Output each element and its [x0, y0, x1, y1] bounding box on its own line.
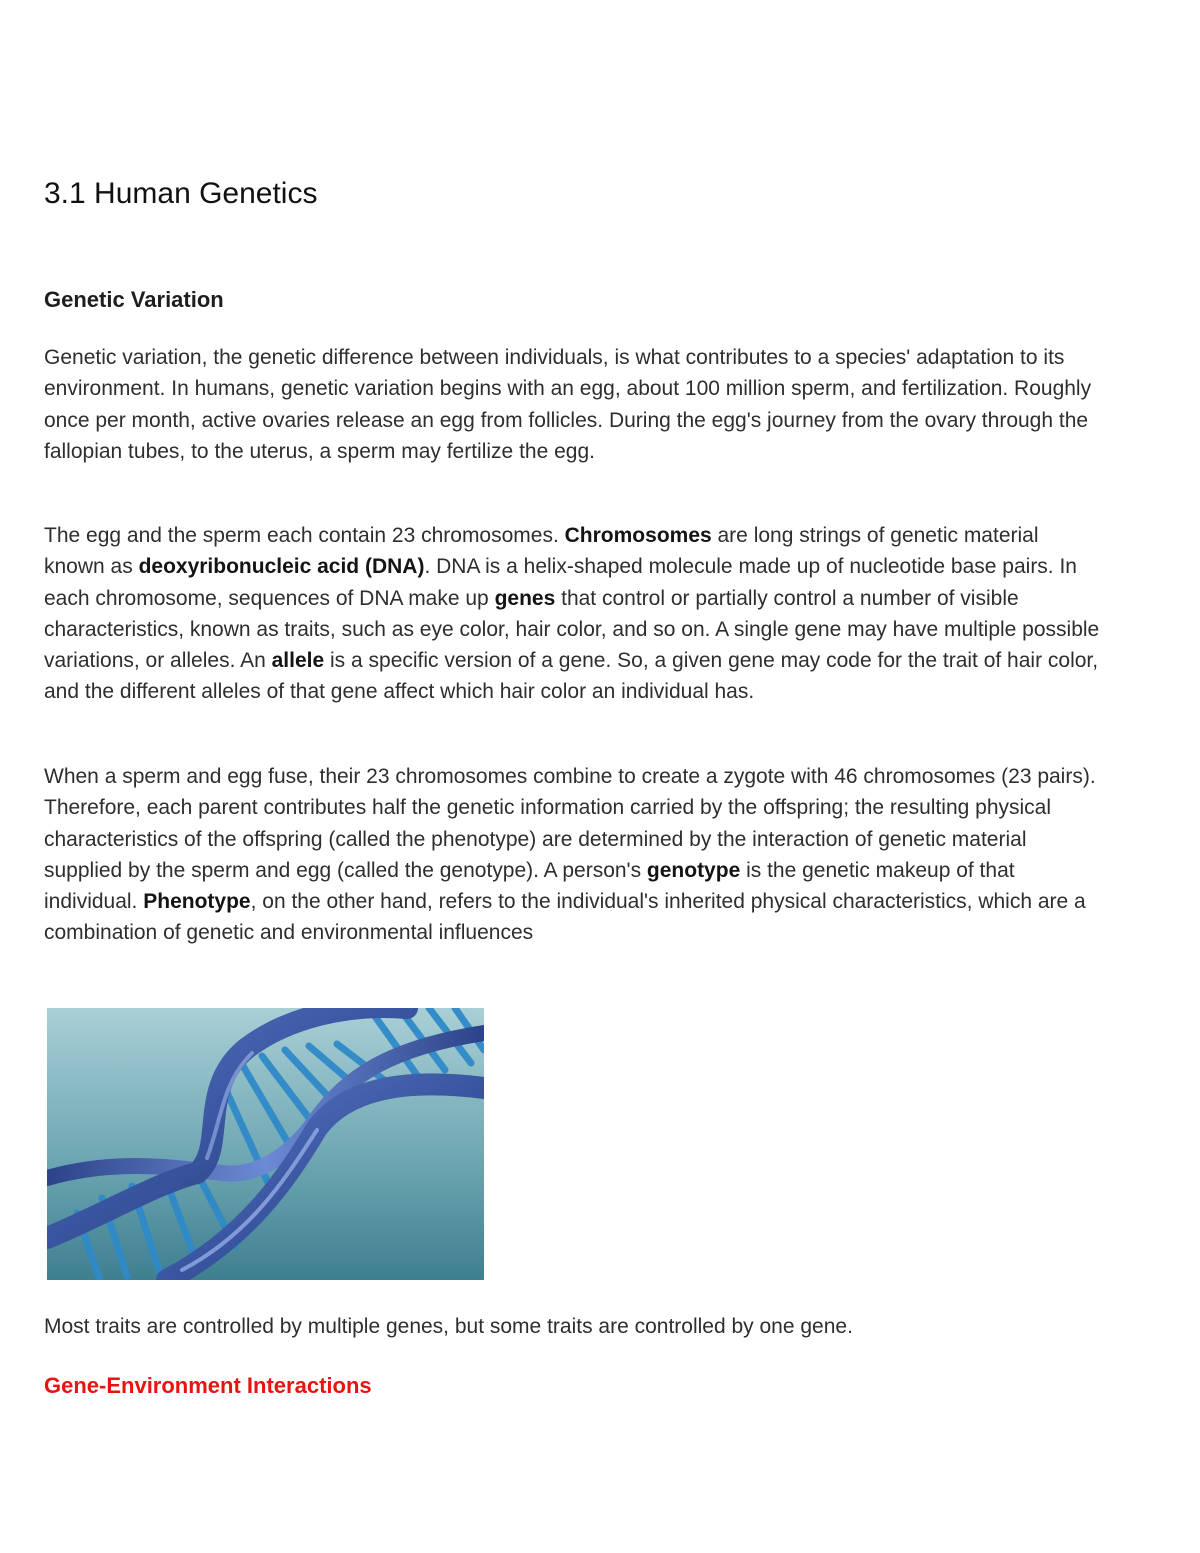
dna-helix-image [47, 1008, 484, 1280]
term-genes: genes [494, 586, 556, 610]
text-span: that control or partially control a number of visible characteristics, known as traits, such as eye color, hair color, and so on. A single gene may have multiple possible variations, or alleles. An [44, 586, 1100, 673]
paragraph-genotype-phenotype [44, 761, 1100, 949]
term-chromosomes: Chromosomes [564, 524, 712, 547]
text-span: is a specific version of a gene. So, a given gene may code for the trait of hair color, and the different alleles of that gene affect which hair color an individual has. [44, 649, 1099, 704]
text-span: is the genetic makeup of that individual. [44, 858, 1015, 914]
paragraph-genetic-variation: Genetic variation, the genetic difference between individuals, is what contributes to a species' adaptation to its environment. In humans, genetic variation begins with an egg, about 100 million sperm, and fertilization. Roughly once per month, active ovaries release an egg from follicles. During the egg's journey from the ovary through the fallopian tubes, to the uterus, a sperm may fertilize the egg. [44, 346, 1092, 463]
text-span: When a sperm and egg fuse, their 23 chromosomes combine to create a zygote with 46 chromosomes (23 pairs). Therefore, each parent contributes half the genetic information carried by the offspring; the resulting physical characteristics of the offspring (called the phenotype) are determined by the interaction of genetic material supplied by the sperm and egg (called the genotype). A person's [44, 765, 1096, 882]
section-heading-gene-environment: Gene-Environment Interactions [44, 1373, 372, 1398]
text-span: are long strings of genetic material known as [44, 524, 1039, 579]
text-span: The egg and the sperm each contain 23 chromosomes. [44, 524, 565, 547]
paragraph-traits: Most traits are controlled by multiple genes, but some traits are controlled by one gene. [44, 1315, 853, 1338]
document-title: 3.1 Human Genetics [44, 177, 318, 210]
term-genotype: genotype [646, 858, 741, 882]
section-heading-genetic-variation: Genetic Variation [44, 287, 224, 312]
text-span: , on the other hand, refers to the individual's inherited physical characteristics, which are a combination of genetic and environmental influences [44, 890, 1086, 945]
term-allele: allele [271, 649, 325, 673]
term-dna: deoxyribonucleic acid (DNA) [138, 555, 425, 579]
term-phenotype: Phenotype [143, 890, 251, 914]
paragraph-chromosomes [44, 520, 1100, 708]
text-span: . DNA is a helix-shaped molecule made up of nucleotide base pairs. In each chromosome, sequences of DNA make up [44, 555, 1077, 610]
